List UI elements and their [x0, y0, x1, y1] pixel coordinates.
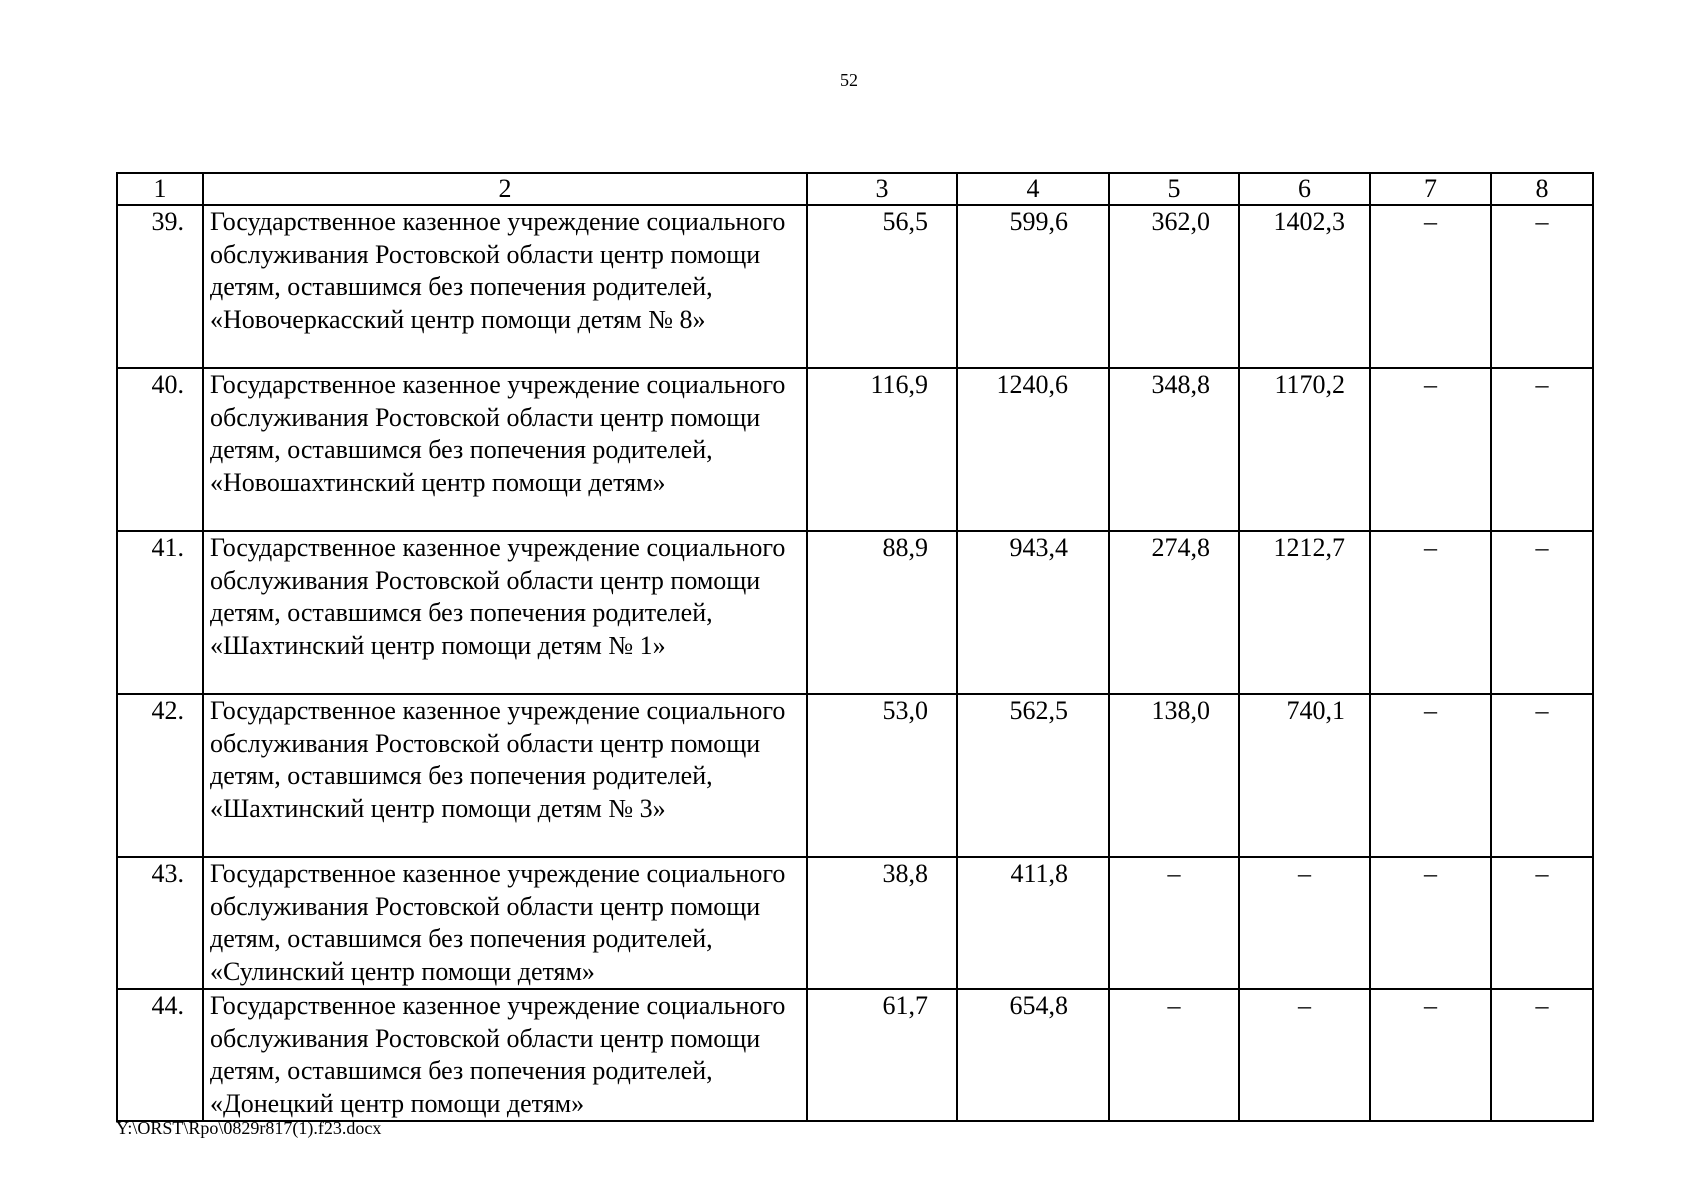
row-number: 39. — [117, 205, 203, 368]
table-header-row — [117, 173, 1593, 205]
header-cell: 2 — [203, 173, 807, 205]
header-cell: 7 — [1370, 173, 1491, 205]
value-col-6: 1402,3 — [1239, 205, 1370, 368]
value-col-3: 61,7 — [807, 989, 957, 1121]
value-col-6: – — [1239, 989, 1370, 1121]
value-col-6: – — [1239, 857, 1370, 989]
value-col-5: 274,8 — [1109, 531, 1239, 694]
footer-file-path: Y:\ORST\Rpo\0829r817(1).f23.docx — [116, 1118, 382, 1138]
value-col-7: – — [1370, 989, 1491, 1121]
institution-name: Государственное казенное учреждение социального обслуживания Ростовской области центр помощи детям, оставшимся без попечения родителей, «Донецкий центр помощи детям» — [203, 989, 807, 1121]
value-col-5: – — [1109, 989, 1239, 1121]
value-col-3: 116,9 — [807, 368, 957, 531]
header-cell: 8 — [1491, 173, 1593, 205]
row-number: 44. — [117, 989, 203, 1121]
value-col-3: 53,0 — [807, 694, 957, 857]
row-number: 40. — [117, 368, 203, 531]
value-col-3: 56,5 — [807, 205, 957, 368]
table-row — [117, 989, 1593, 1121]
row-number: 42. — [117, 694, 203, 857]
value-col-4: 411,8 — [957, 857, 1109, 989]
header-cell: 6 — [1239, 173, 1370, 205]
value-col-4: 654,8 — [957, 989, 1109, 1121]
institution-name: Государственное казенное учреждение социального обслуживания Ростовской области центр помощи детям, оставшимся без попечения родителей, «Новошахтинский центр помощи детям» — [203, 368, 807, 531]
value-col-7: – — [1370, 694, 1491, 857]
table-row — [117, 857, 1593, 989]
table-row — [117, 205, 1593, 368]
value-col-4: 1240,6 — [957, 368, 1109, 531]
value-col-8: – — [1491, 205, 1593, 368]
value-col-6: 740,1 — [1239, 694, 1370, 857]
value-col-4: 599,6 — [957, 205, 1109, 368]
header-cell: 3 — [807, 173, 957, 205]
value-col-5: 348,8 — [1109, 368, 1239, 531]
value-col-3: 88,9 — [807, 531, 957, 694]
value-col-8: – — [1491, 368, 1593, 531]
value-col-5: 138,0 — [1109, 694, 1239, 857]
header-cell: 4 — [957, 173, 1109, 205]
institution-name: Государственное казенное учреждение социального обслуживания Ростовской области центр помощи детям, оставшимся без попечения родителей, «Сулинский центр помощи детям» — [203, 857, 807, 989]
page-number: 52 — [840, 70, 858, 90]
value-col-7: – — [1370, 531, 1491, 694]
value-col-7: – — [1370, 205, 1491, 368]
value-col-8: – — [1491, 857, 1593, 989]
row-number: 41. — [117, 531, 203, 694]
value-col-4: 943,4 — [957, 531, 1109, 694]
header-cell: 5 — [1109, 173, 1239, 205]
value-col-5: 362,0 — [1109, 205, 1239, 368]
value-col-7: – — [1370, 857, 1491, 989]
data-table — [116, 172, 1594, 1122]
value-col-8: – — [1491, 531, 1593, 694]
value-col-3: 38,8 — [807, 857, 957, 989]
value-col-4: 562,5 — [957, 694, 1109, 857]
institution-name: Государственное казенное учреждение социального обслуживания Ростовской области центр помощи детям, оставшимся без попечения родителей, «Шахтинский центр помощи детям № 1» — [203, 531, 807, 694]
institution-name: Государственное казенное учреждение социального обслуживания Ростовской области центр помощи детям, оставшимся без попечения родителей, «Новочеркасский центр помощи детям № 8» — [203, 205, 807, 368]
row-number: 43. — [117, 857, 203, 989]
institution-name: Государственное казенное учреждение социального обслуживания Ростовской области центр помощи детям, оставшимся без попечения родителей, «Шахтинский центр помощи детям № 3» — [203, 694, 807, 857]
value-col-8: – — [1491, 989, 1593, 1121]
table-row — [117, 694, 1593, 857]
header-cell: 1 — [117, 173, 203, 205]
value-col-7: – — [1370, 368, 1491, 531]
table-row — [117, 368, 1593, 531]
value-col-8: – — [1491, 694, 1593, 857]
value-col-6: 1170,2 — [1239, 368, 1370, 531]
value-col-5: – — [1109, 857, 1239, 989]
table-row — [117, 531, 1593, 694]
value-col-6: 1212,7 — [1239, 531, 1370, 694]
